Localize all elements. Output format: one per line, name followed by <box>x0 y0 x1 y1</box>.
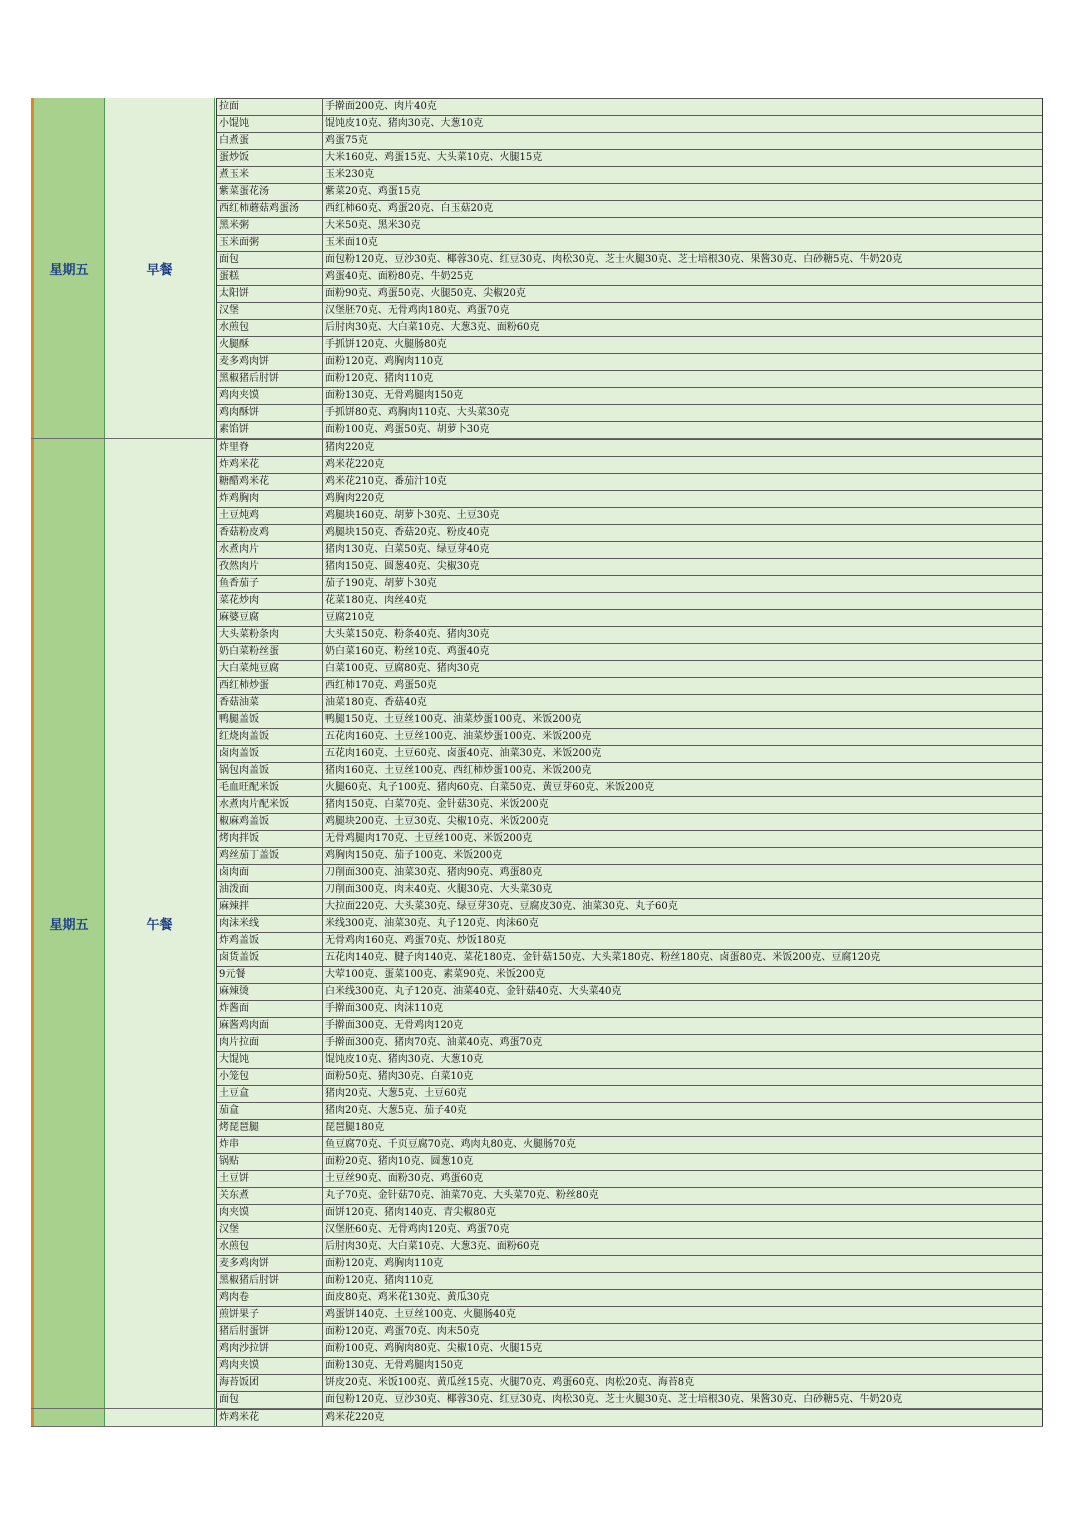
dish-name-cell: 麦多鸡肉饼 <box>217 1256 323 1272</box>
table-row <box>217 847 1042 864</box>
dish-name-cell: 鸡肉夹馍 <box>217 388 323 404</box>
dish-name-cell: 炸鸡盖饭 <box>217 933 323 949</box>
table-row <box>217 98 1042 115</box>
ingredients-cell: 手抓饼120克、火腿肠80克 <box>325 339 447 350</box>
ingredients-cell: 手擀面300克、肉沫110克 <box>325 1003 444 1014</box>
table-row <box>217 864 1042 881</box>
ingredients-cell: 大荤100克、蛋菜100克、素菜90克、米饭200克 <box>325 969 545 980</box>
dish-name-cell: 卤肉面 <box>217 865 323 881</box>
dish-name-cell: 水煎包 <box>217 1239 323 1255</box>
table-row <box>217 200 1042 217</box>
table-row <box>217 268 1042 285</box>
table-row <box>217 132 1042 149</box>
ingredients-cell: 鸡胸肉150克、茄子100克、米饭200克 <box>325 850 503 861</box>
table-row <box>217 1102 1042 1119</box>
ingredients-cell: 猪肉150克、白菜70克、金针菇30克、米饭200克 <box>325 799 549 810</box>
dish-name-cell: 卤货盖饭 <box>217 950 323 966</box>
ingredients-cell: 米线300克、油菜30克、丸子120克、肉沫60克 <box>325 918 539 929</box>
table-row <box>217 251 1042 268</box>
table-row <box>217 609 1042 626</box>
ingredients-cell: 鸡蛋75克 <box>325 135 368 146</box>
table-row <box>217 1255 1042 1272</box>
meal-label <box>104 1409 215 1426</box>
table-row <box>217 1409 1042 1426</box>
ingredients-cell: 手抓饼80克、鸡胸肉110克、大头菜30克 <box>325 407 510 418</box>
ingredients-cell: 面粉120克、鸡蛋70克、肉末50克 <box>325 1326 480 1337</box>
dish-name-cell: 拉面 <box>217 99 323 115</box>
dish-name-cell: 紫菜蛋花汤 <box>217 184 323 200</box>
dish-name-cell: 红烧肉盖饭 <box>217 729 323 745</box>
ingredients-cell: 面粉120克、猪肉110克 <box>325 1275 434 1286</box>
table-row <box>217 456 1042 473</box>
ingredients-cell: 玉米230克 <box>325 169 375 180</box>
dish-name-cell: 小笼包 <box>217 1069 323 1085</box>
table-row <box>217 1340 1042 1357</box>
ingredients-cell: 面粉120克、猪肉110克 <box>325 373 434 384</box>
ingredients-cell: 大头菜150克、粉条40克、猪肉30克 <box>325 629 490 640</box>
table-row <box>217 1357 1042 1374</box>
dish-name-cell: 土豆炖鸡 <box>217 508 323 524</box>
ingredients-cell: 刀削面300克、油菜30克、猪肉90克、鸡蛋80克 <box>325 867 543 878</box>
ingredients-cell: 面粉90克、鸡蛋50克、火腿50克、尖椒20克 <box>325 288 526 299</box>
table-row <box>217 353 1042 370</box>
table-row <box>217 319 1042 336</box>
dish-name-cell: 孜然肉片 <box>217 559 323 575</box>
dish-list <box>216 439 1043 1408</box>
ingredients-cell: 猪肉130克、白菜50克、绿豆芽40克 <box>325 544 490 555</box>
table-row <box>217 1153 1042 1170</box>
ingredients-cell: 花菜180克、肉丝40克 <box>325 595 427 606</box>
dish-name-cell: 土豆盒 <box>217 1086 323 1102</box>
dish-name-cell: 奶白菜粉丝蛋 <box>217 644 323 660</box>
dish-name-cell: 鸡肉卷 <box>217 1290 323 1306</box>
ingredients-cell: 奶白菜160克、粉丝10克、鸡蛋40克 <box>325 646 490 657</box>
table-row <box>217 1374 1042 1391</box>
ingredients-cell: 土豆丝90克、面粉30克、鸡蛋60克 <box>325 1173 484 1184</box>
meal-label: 午餐 <box>104 439 215 1408</box>
dish-name-cell: 火腿酥 <box>217 337 323 353</box>
meal-label: 早餐 <box>104 98 215 438</box>
dish-name-cell: 煮玉米 <box>217 167 323 183</box>
day-label <box>31 1409 104 1426</box>
dish-name-cell: 烤琵琶腿 <box>217 1120 323 1136</box>
ingredients-cell: 西红柿60克、鸡蛋20克、白玉菇20克 <box>325 203 494 214</box>
table-row <box>217 1068 1042 1085</box>
dish-list <box>216 98 1043 438</box>
dish-name-cell: 大头菜粉条肉 <box>217 627 323 643</box>
table-row <box>217 932 1042 949</box>
dish-name-cell: 黑椒猪后肘饼 <box>217 1273 323 1289</box>
ingredients-cell: 玉米面10克 <box>325 237 378 248</box>
table-row <box>217 1323 1042 1340</box>
table-row <box>217 966 1042 983</box>
table-row <box>217 711 1042 728</box>
dish-name-cell: 猪后肘蛋饼 <box>217 1324 323 1340</box>
dish-name-cell: 大白菜炖豆腐 <box>217 661 323 677</box>
table-row <box>217 1391 1042 1408</box>
table-row <box>217 115 1042 132</box>
dish-name-cell: 麻酱鸡肉面 <box>217 1018 323 1034</box>
table-row <box>217 490 1042 507</box>
ingredients-cell: 面包粉120克、豆沙30克、椰蓉30克、红豆30克、肉松30克、芝士火腿30克、芝士培根30克、果酱30克、白砂糖5克、牛奶20克 <box>325 1394 903 1405</box>
table-row <box>217 1170 1042 1187</box>
dish-name-cell: 菜花炒肉 <box>217 593 323 609</box>
ingredients-cell: 面粉120克、鸡胸肉110克 <box>325 1258 444 1269</box>
table-row <box>217 285 1042 302</box>
ingredients-cell: 鸡胸肉220克 <box>325 493 385 504</box>
table-row <box>217 983 1042 1000</box>
dish-name-cell: 鸡肉酥饼 <box>217 405 323 421</box>
dish-name-cell: 汉堡 <box>217 1222 323 1238</box>
dish-name-cell: 面包 <box>217 1392 323 1408</box>
table-row <box>217 1017 1042 1034</box>
ingredients-cell: 猪肉150克、圆葱40克、尖椒30克 <box>325 561 480 572</box>
ingredients-cell: 面包粉120克、豆沙30克、椰蓉30克、红豆30克、肉松30克、芝士火腿30克、芝士培根30克、果酱30克、白砂糖5克、牛奶20克 <box>325 254 903 265</box>
ingredients-cell: 五花肉160克、土豆60克、卤蛋40克、油菜30克、米饭200克 <box>325 748 602 759</box>
table-row <box>217 1272 1042 1289</box>
ingredients-cell: 手擀面300克、无骨鸡肉120克 <box>325 1020 464 1031</box>
table-row <box>217 1306 1042 1323</box>
ingredients-cell: 无骨鸡腿肉170克、土豆丝100克、米饭200克 <box>325 833 533 844</box>
ingredients-cell: 鸡米花210克、番茄汁10克 <box>325 476 447 487</box>
ingredients-cell: 鸡腿块200克、土豆30克、尖椒10克、米饭200克 <box>325 816 549 827</box>
ingredients-cell: 五花肉140克、腱子肉140克、菜花180克、金针菇150克、大头菜180克、粉丝180克、卤蛋80克、米饭200克、豆腐120克 <box>325 952 881 963</box>
dish-name-cell: 炸鸡米花 <box>217 1410 323 1426</box>
ingredients-cell: 面皮80克、鸡米花130克、黄瓜30克 <box>325 1292 490 1303</box>
ingredients-cell: 鸡蛋40克、面粉80克、牛奶25克 <box>325 271 474 282</box>
dish-name-cell: 西红柿蘑菇鸡蛋汤 <box>217 201 323 217</box>
table-row <box>217 370 1042 387</box>
table-row <box>217 421 1042 438</box>
dish-name-cell: 香菇油菜 <box>217 695 323 711</box>
dish-name-cell: 海苔饭团 <box>217 1375 323 1391</box>
dish-name-cell: 汉堡 <box>217 303 323 319</box>
dish-name-cell: 香菇粉皮鸡 <box>217 525 323 541</box>
dish-name-cell: 糖醋鸡米花 <box>217 474 323 490</box>
table-row <box>217 1289 1042 1306</box>
ingredients-cell: 丸子70克、金针菇70克、油菜70克、大头菜70克、粉丝80克 <box>325 1190 599 1201</box>
ingredients-cell: 馄饨皮10克、猪肉30克、大葱10克 <box>325 118 484 129</box>
dish-name-cell: 鸡肉夹馍 <box>217 1358 323 1374</box>
table-row <box>217 404 1042 421</box>
dish-name-cell: 烤肉拌饭 <box>217 831 323 847</box>
dish-name-cell: 肉夹馍 <box>217 1205 323 1221</box>
dish-name-cell: 面包 <box>217 252 323 268</box>
ingredients-cell: 后肘肉30克、大白菜10克、大葱3克、面粉60克 <box>325 322 540 333</box>
table-row <box>217 1085 1042 1102</box>
dish-name-cell: 炸鸡米花 <box>217 457 323 473</box>
ingredients-cell: 汉堡胚70克、无骨鸡肉180克、鸡蛋70克 <box>325 305 510 316</box>
dish-name-cell: 麦多鸡肉饼 <box>217 354 323 370</box>
ingredients-cell: 饼皮20克、米饭100克、黄瓜丝15克、火腿70克、鸡蛋60克、肉松20克、海苔8克 <box>325 1377 695 1388</box>
dish-name-cell: 炸串 <box>217 1137 323 1153</box>
ingredients-cell: 豆腐210克 <box>325 612 375 623</box>
ingredients-cell: 鸡腿块150克、香菇20克、粉皮40克 <box>325 527 490 538</box>
table-row <box>217 234 1042 251</box>
menu-section <box>31 1409 1043 1427</box>
dish-name-cell: 太阳饼 <box>217 286 323 302</box>
table-row <box>217 728 1042 745</box>
ingredients-cell: 汉堡胚60克、无骨鸡肉120克、鸡蛋70克 <box>325 1224 510 1235</box>
ingredients-cell: 猪肉160克、土豆丝100克、西红柿炒蛋100克、米饭200克 <box>325 765 592 776</box>
table-row <box>217 1187 1042 1204</box>
table-row <box>217 949 1042 966</box>
dish-name-cell: 油泼面 <box>217 882 323 898</box>
dish-name-cell: 水煮肉片 <box>217 542 323 558</box>
dish-name-cell: 蛋糕 <box>217 269 323 285</box>
ingredients-cell: 手擀面200克、肉片40克 <box>325 101 437 112</box>
dish-name-cell: 毛血旺配米饭 <box>217 780 323 796</box>
dish-name-cell: 水煮肉片配米饭 <box>217 797 323 813</box>
ingredients-cell: 面饼120克、猪肉140克、青尖椒80克 <box>325 1207 496 1218</box>
table-row <box>217 1238 1042 1255</box>
dish-name-cell: 肉片拉面 <box>217 1035 323 1051</box>
day-label: 星期五 <box>31 439 104 1408</box>
dish-name-cell: 土豆饼 <box>217 1171 323 1187</box>
dish-name-cell: 鸡丝茄丁盖饭 <box>217 848 323 864</box>
ingredients-cell: 白米线300克、丸子120克、油菜40克、金针菇40克、大头菜40克 <box>325 986 622 997</box>
ingredients-cell: 五花肉160克、土豆丝100克、油菜炒蛋100克、米饭200克 <box>325 731 592 742</box>
ingredients-cell: 鸭腿150克、土豆丝100克、油菜炒蛋100克、米饭200克 <box>325 714 582 725</box>
table-row <box>217 217 1042 234</box>
table-row <box>217 1051 1042 1068</box>
table-row <box>217 439 1042 456</box>
ingredients-cell: 无骨鸡肉160克、鸡蛋70克、炒饭180克 <box>325 935 506 946</box>
ingredients-cell: 鸡腿块160克、胡萝卜30克、土豆30克 <box>325 510 500 521</box>
menu-section <box>31 98 1043 439</box>
table-row <box>217 387 1042 404</box>
ingredients-cell: 面粉130克、无骨鸡腿肉150克 <box>325 390 464 401</box>
ingredients-cell: 猪肉20克、大葱5克、土豆60克 <box>325 1088 467 1099</box>
dish-name-cell: 麻婆豆腐 <box>217 610 323 626</box>
ingredients-cell: 西红柿170克、鸡蛋50克 <box>325 680 437 691</box>
ingredients-cell: 面粉100克、鸡蛋50克、胡萝卜30克 <box>325 424 490 435</box>
dish-name-cell: 鱼香茄子 <box>217 576 323 592</box>
dish-name-cell: 茄盒 <box>217 1103 323 1119</box>
ingredients-cell: 油菜180克、香菇40克 <box>325 697 427 708</box>
table-row <box>217 677 1042 694</box>
table-row <box>217 183 1042 200</box>
dish-name-cell: 卤肉盖饭 <box>217 746 323 762</box>
ingredients-cell: 手擀面300克、猪肉70克、油菜40克、鸡蛋70克 <box>325 1037 543 1048</box>
table-row <box>217 898 1042 915</box>
ingredients-cell: 面粉20克、猪肉10克、圆葱10克 <box>325 1156 474 1167</box>
menu-section <box>31 439 1043 1409</box>
dish-name-cell: 炸鸡胸肉 <box>217 491 323 507</box>
ingredients-cell: 大米50克、黑米30克 <box>325 220 421 231</box>
table-row <box>217 813 1042 830</box>
table-row <box>217 915 1042 932</box>
dish-name-cell: 黑椒猪后肘饼 <box>217 371 323 387</box>
dish-name-cell: 煎饼果子 <box>217 1307 323 1323</box>
ingredients-cell: 鱼豆腐70克、千页豆腐70克、鸡肉丸80克、火腿肠70克 <box>325 1139 576 1150</box>
ingredients-cell: 鸡米花220克 <box>325 1412 385 1423</box>
table-row <box>217 694 1042 711</box>
dish-name-cell: 蛋炒饭 <box>217 150 323 166</box>
dish-name-cell: 小馄饨 <box>217 116 323 132</box>
ingredients-cell: 紫菜20克、鸡蛋15克 <box>325 186 421 197</box>
table-row <box>217 592 1042 609</box>
table-row <box>217 575 1042 592</box>
ingredients-cell: 大拉面220克、大头菜30克、绿豆芽30克、豆腐皮30克、油菜30克、丸子60克 <box>325 901 678 912</box>
dish-name-cell: 炸酱面 <box>217 1001 323 1017</box>
dish-name-cell: 大馄饨 <box>217 1052 323 1068</box>
ingredients-cell: 面粉120克、鸡胸肉110克 <box>325 356 444 367</box>
table-row <box>217 302 1042 319</box>
table-row <box>217 1000 1042 1017</box>
table-row <box>217 1119 1042 1136</box>
dish-name-cell: 9元餐 <box>217 967 323 983</box>
dish-name-cell: 素馅饼 <box>217 422 323 438</box>
ingredients-cell: 面粉130克、无骨鸡腿肉150克 <box>325 1360 464 1371</box>
table-row <box>217 626 1042 643</box>
dish-name-cell: 西红柿炒蛋 <box>217 678 323 694</box>
ingredients-cell: 后肘肉30克、大白菜10克、大葱3克、面粉60克 <box>325 1241 540 1252</box>
ingredients-cell: 刀削面300克、肉末40克、火腿30克、大头菜30克 <box>325 884 553 895</box>
menu-table <box>31 98 1043 1427</box>
table-row <box>217 796 1042 813</box>
table-row <box>217 166 1042 183</box>
dish-name-cell: 鸡肉沙拉饼 <box>217 1341 323 1357</box>
ingredients-cell: 馄饨皮10克、猪肉30克、大葱10克 <box>325 1054 484 1065</box>
table-row <box>217 762 1042 779</box>
table-row <box>217 149 1042 166</box>
table-row <box>217 643 1042 660</box>
table-row <box>217 881 1042 898</box>
dish-name-cell: 锅贴 <box>217 1154 323 1170</box>
dish-name-cell: 关东煮 <box>217 1188 323 1204</box>
dish-name-cell: 玉米面粥 <box>217 235 323 251</box>
table-row <box>217 524 1042 541</box>
ingredients-cell: 大米160克、鸡蛋15克、大头菜10克、火腿15克 <box>325 152 543 163</box>
ingredients-cell: 面粉50克、猪肉30克、白菜10克 <box>325 1071 474 1082</box>
day-label: 星期五 <box>31 98 104 438</box>
table-row <box>217 1221 1042 1238</box>
dish-name-cell: 锅包肉盖饭 <box>217 763 323 779</box>
dish-name-cell: 鸭腿盖饭 <box>217 712 323 728</box>
table-row <box>217 660 1042 677</box>
table-row <box>217 745 1042 762</box>
table-row <box>217 473 1042 490</box>
table-row <box>217 1034 1042 1051</box>
dish-name-cell: 麻辣烫 <box>217 984 323 1000</box>
table-row <box>217 779 1042 796</box>
dish-name-cell: 麻辣拌 <box>217 899 323 915</box>
dish-name-cell: 炸里脊 <box>217 440 323 456</box>
ingredients-cell: 鸡米花220克 <box>325 459 385 470</box>
ingredients-cell: 琵琶腿180克 <box>325 1122 385 1133</box>
ingredients-cell: 白菜100克、豆腐80克、猪肉30克 <box>325 663 480 674</box>
ingredients-cell: 茄子190克、胡萝卜30克 <box>325 578 437 589</box>
ingredients-cell: 面粉100克、鸡胸肉80克、尖椒10克、火腿15克 <box>325 1343 543 1354</box>
dish-name-cell: 白煮蛋 <box>217 133 323 149</box>
ingredients-cell: 火腿60克、丸子100克、猪肉60克、白菜50克、黄豆芽60克、米饭200克 <box>325 782 655 793</box>
table-row <box>217 507 1042 524</box>
table-row <box>217 558 1042 575</box>
dish-name-cell: 黑米粥 <box>217 218 323 234</box>
dish-name-cell: 水煎包 <box>217 320 323 336</box>
table-row <box>217 336 1042 353</box>
ingredients-cell: 猪肉20克、大葱5克、茄子40克 <box>325 1105 467 1116</box>
table-row <box>217 1136 1042 1153</box>
ingredients-cell: 猪肉220克 <box>325 442 375 453</box>
table-row <box>217 541 1042 558</box>
ingredients-cell: 鸡蛋饼140克、土豆丝100克、火腿肠40克 <box>325 1309 516 1320</box>
dish-name-cell: 肉沫米线 <box>217 916 323 932</box>
dish-name-cell: 椒麻鸡盖饭 <box>217 814 323 830</box>
table-row <box>217 1204 1042 1221</box>
dish-list <box>216 1409 1043 1426</box>
table-row <box>217 830 1042 847</box>
